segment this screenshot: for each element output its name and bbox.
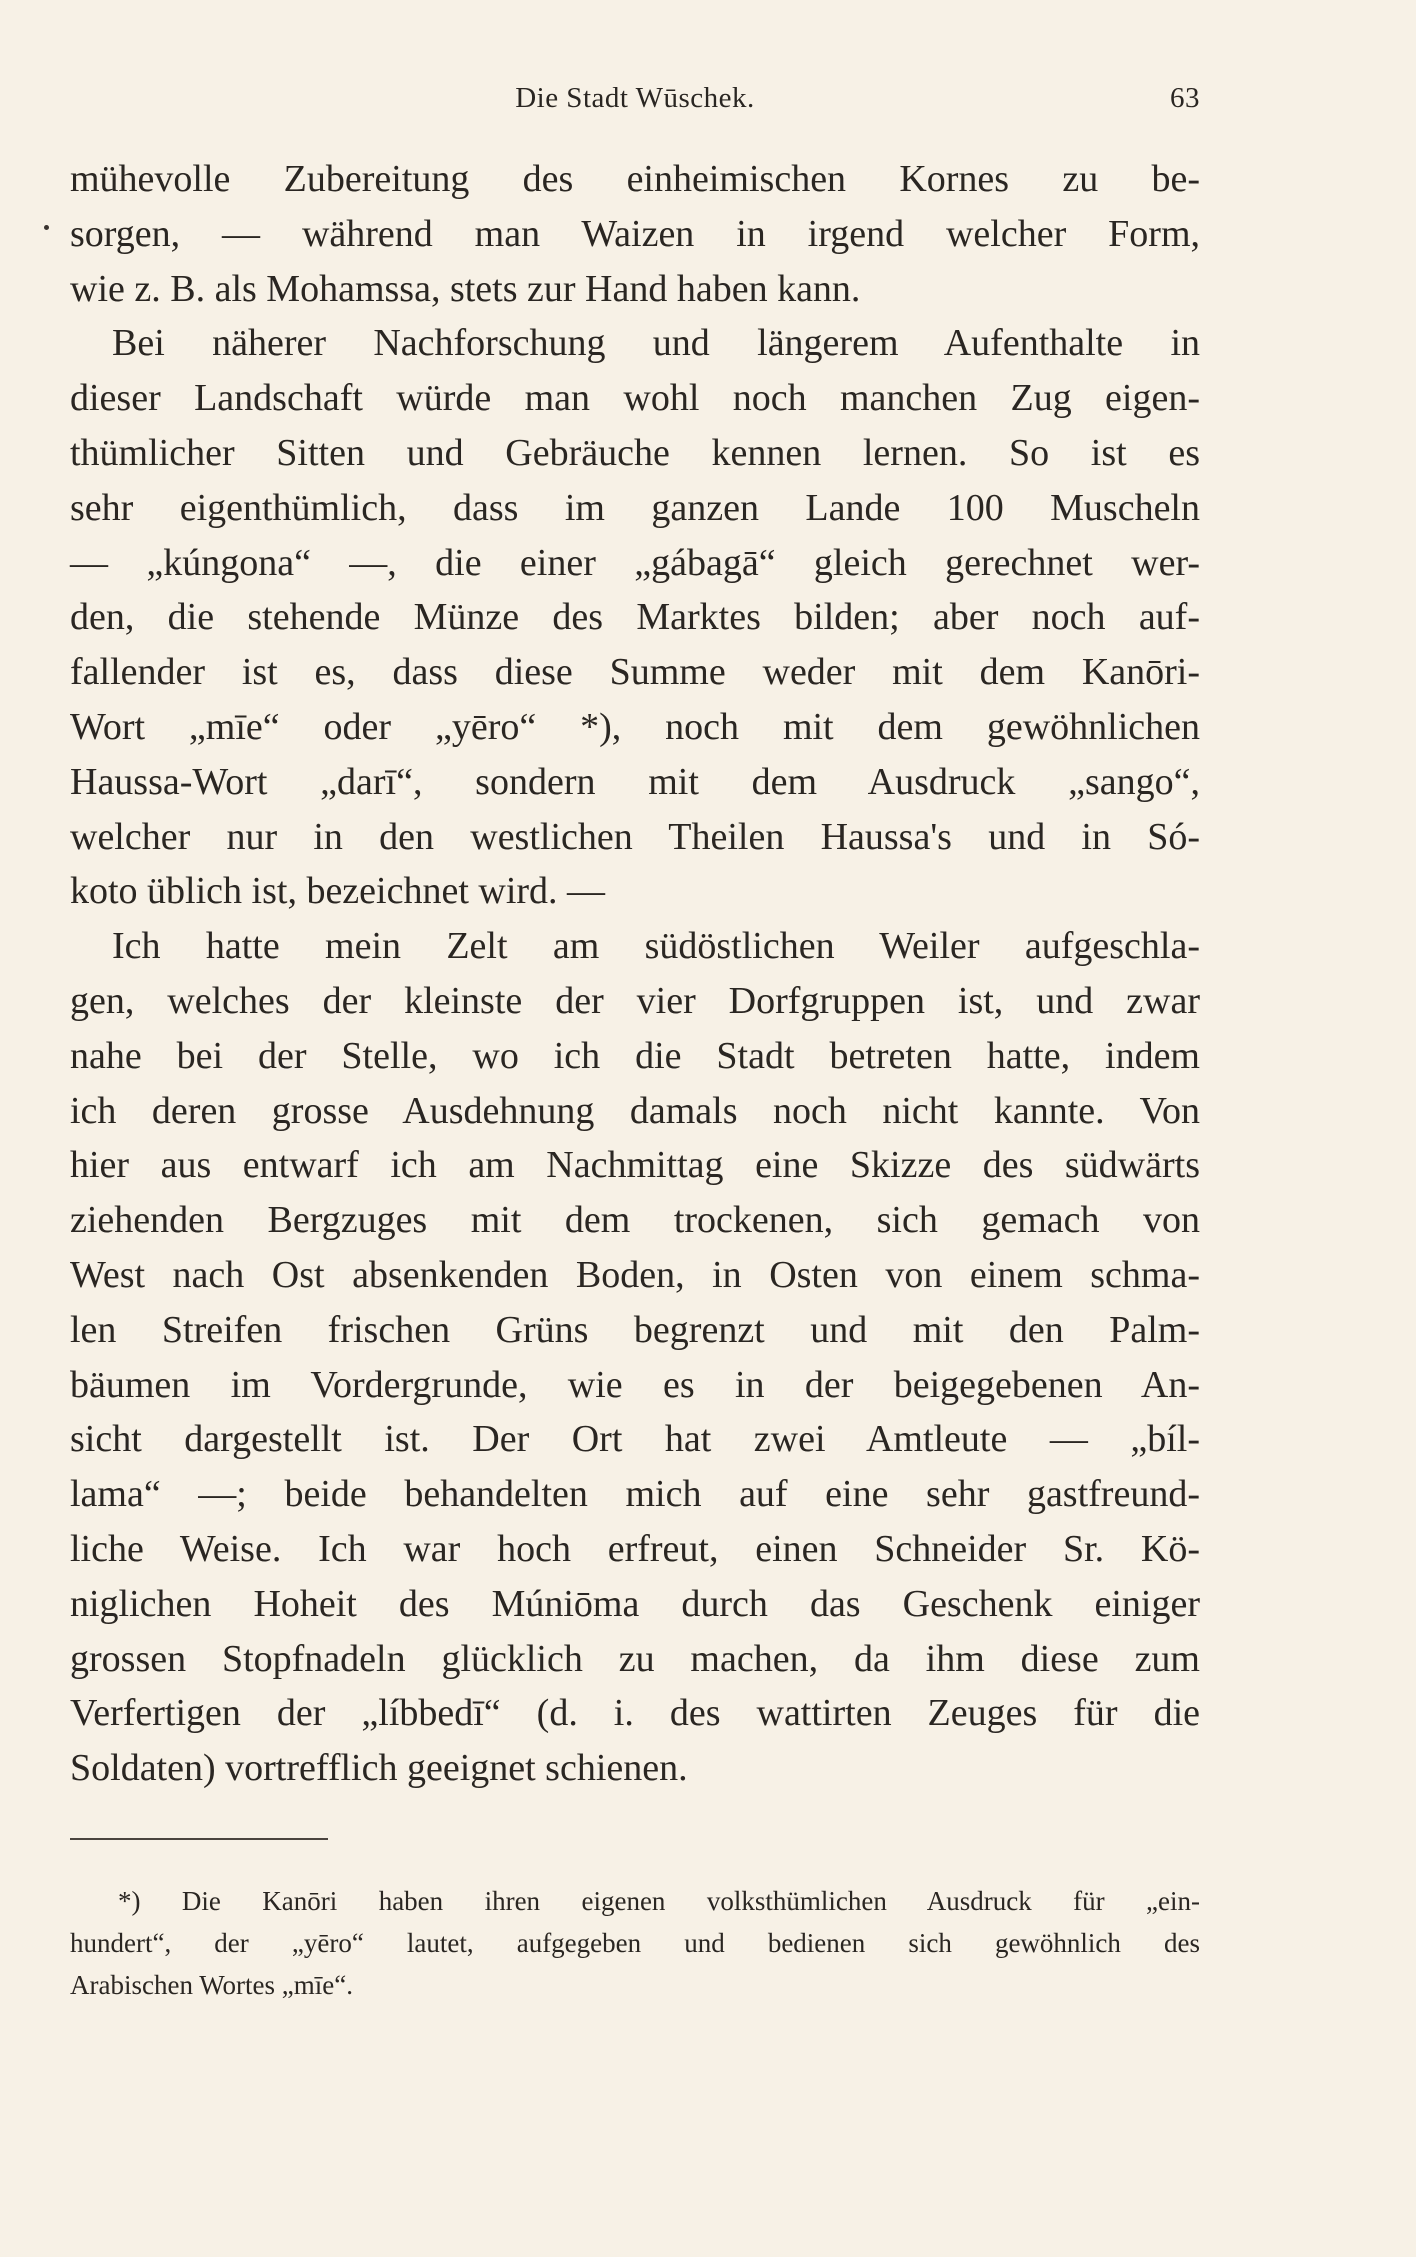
- text-line: Wort „mīe“ oder „yēro“ *), noch mit dem gewöhnlichen: [70, 705, 1200, 748]
- text-line: sehr eigenthümlich, dass im ganzen Lande 100 Muscheln: [70, 486, 1200, 529]
- text-line: Haussa-Wort „darī“, sondern mit dem Ausdruck „sango“,: [70, 760, 1200, 803]
- text-line: dieser Landschaft würde man wohl noch manchen Zug eigen-: [70, 377, 1200, 420]
- text-line: — „kúngona“ —, die einer „gábagā“ gleich gerechnet wer-: [70, 541, 1200, 584]
- footnote-line: *) Die Kanōri haben ihren eigenen volksthümlichen Ausdruck für „ein-: [118, 1886, 1200, 1916]
- text-line: Verfertigen der „líbbedī“ (d. i. des wattirten Zeuges für die: [70, 1692, 1200, 1735]
- text-line: fallender ist es, dass diese Summe weder mit dem Kanōri-: [70, 651, 1200, 694]
- text-line: grossen Stopfnadeln glücklich zu machen, da ihm diese zum: [70, 1637, 1200, 1680]
- text-line: mühevolle Zubereitung des einheimischen Kornes zu be-: [70, 158, 1200, 200]
- margin-dot: [44, 225, 49, 230]
- text-line: hier aus entwarf ich am Nachmittag eine Skizze des südwärts: [70, 1144, 1200, 1187]
- text-line: thümlicher Sitten und Gebräuche kennen lernen. So ist es: [70, 431, 1200, 474]
- text-line: sorgen, — während man Waizen in irgend welcher Form,: [70, 212, 1200, 255]
- text-line: welcher nur in den westlichen Theilen Haussa's und in Só-: [70, 815, 1200, 858]
- text-line: den, die stehende Münze des Marktes bilden; aber noch auf-: [70, 596, 1200, 639]
- text-line: nahe bei der Stelle, wo ich die Stadt betreten hatte, indem: [70, 1034, 1200, 1077]
- page-number: 63: [1170, 82, 1200, 114]
- text-line: liche Weise. Ich war hoch erfreut, einen Schneider Sr. Kö-: [70, 1527, 1200, 1570]
- footnote-line: hundert“, der „yēro“ lautet, aufgegeben und bedienen sich gewöhnlich des: [70, 1928, 1200, 1958]
- text-line: Ich hatte mein Zelt am südöstlichen Weiler aufgeschla-: [112, 925, 1200, 968]
- text-line: ich deren grosse Ausdehnung damals noch nicht kannte. Von: [70, 1089, 1200, 1132]
- text-line: niglichen Hoheit des Múniōma durch das Geschenk einiger: [70, 1582, 1200, 1625]
- text-line: West nach Ost absenkenden Boden, in Osten von einem schma-: [70, 1253, 1200, 1296]
- footnote-rule: [70, 1838, 328, 1840]
- text-line: bäumen im Vordergrunde, wie es in der beigegebenen An-: [70, 1363, 1200, 1406]
- text-line: gen, welches der kleinste der vier Dorfgruppen ist, und zwar: [70, 979, 1200, 1022]
- text-line: ziehenden Bergzuges mit dem trockenen, sich gemach von: [70, 1199, 1200, 1242]
- text-line: len Streifen frischen Grüns begrenzt und mit den Palm-: [70, 1308, 1200, 1351]
- running-head: [70, 82, 1200, 122]
- running-title: Die Stadt Wūschek.: [515, 82, 755, 114]
- text-line: lama“ —; beide behandelten mich auf eine sehr gastfreund-: [70, 1473, 1200, 1516]
- footnote: [70, 1880, 1200, 2006]
- text-line: sicht dargestellt ist. Der Ort hat zwei Amtleute — „bíl-: [70, 1418, 1200, 1461]
- footnote-line: Arabischen Wortes „mīe“.: [70, 1970, 353, 2000]
- body-text: [70, 152, 1200, 1796]
- text-line: wie z. B. als Mohamssa, stets zur Hand haben kann.: [70, 267, 861, 310]
- text-line: koto üblich ist, bezeichnet wird. —: [70, 870, 606, 913]
- text-line: Soldaten) vortrefflich geeignet schienen.: [70, 1747, 688, 1790]
- text-line: Bei näherer Nachforschung und längerem Aufenthalte in: [112, 322, 1200, 365]
